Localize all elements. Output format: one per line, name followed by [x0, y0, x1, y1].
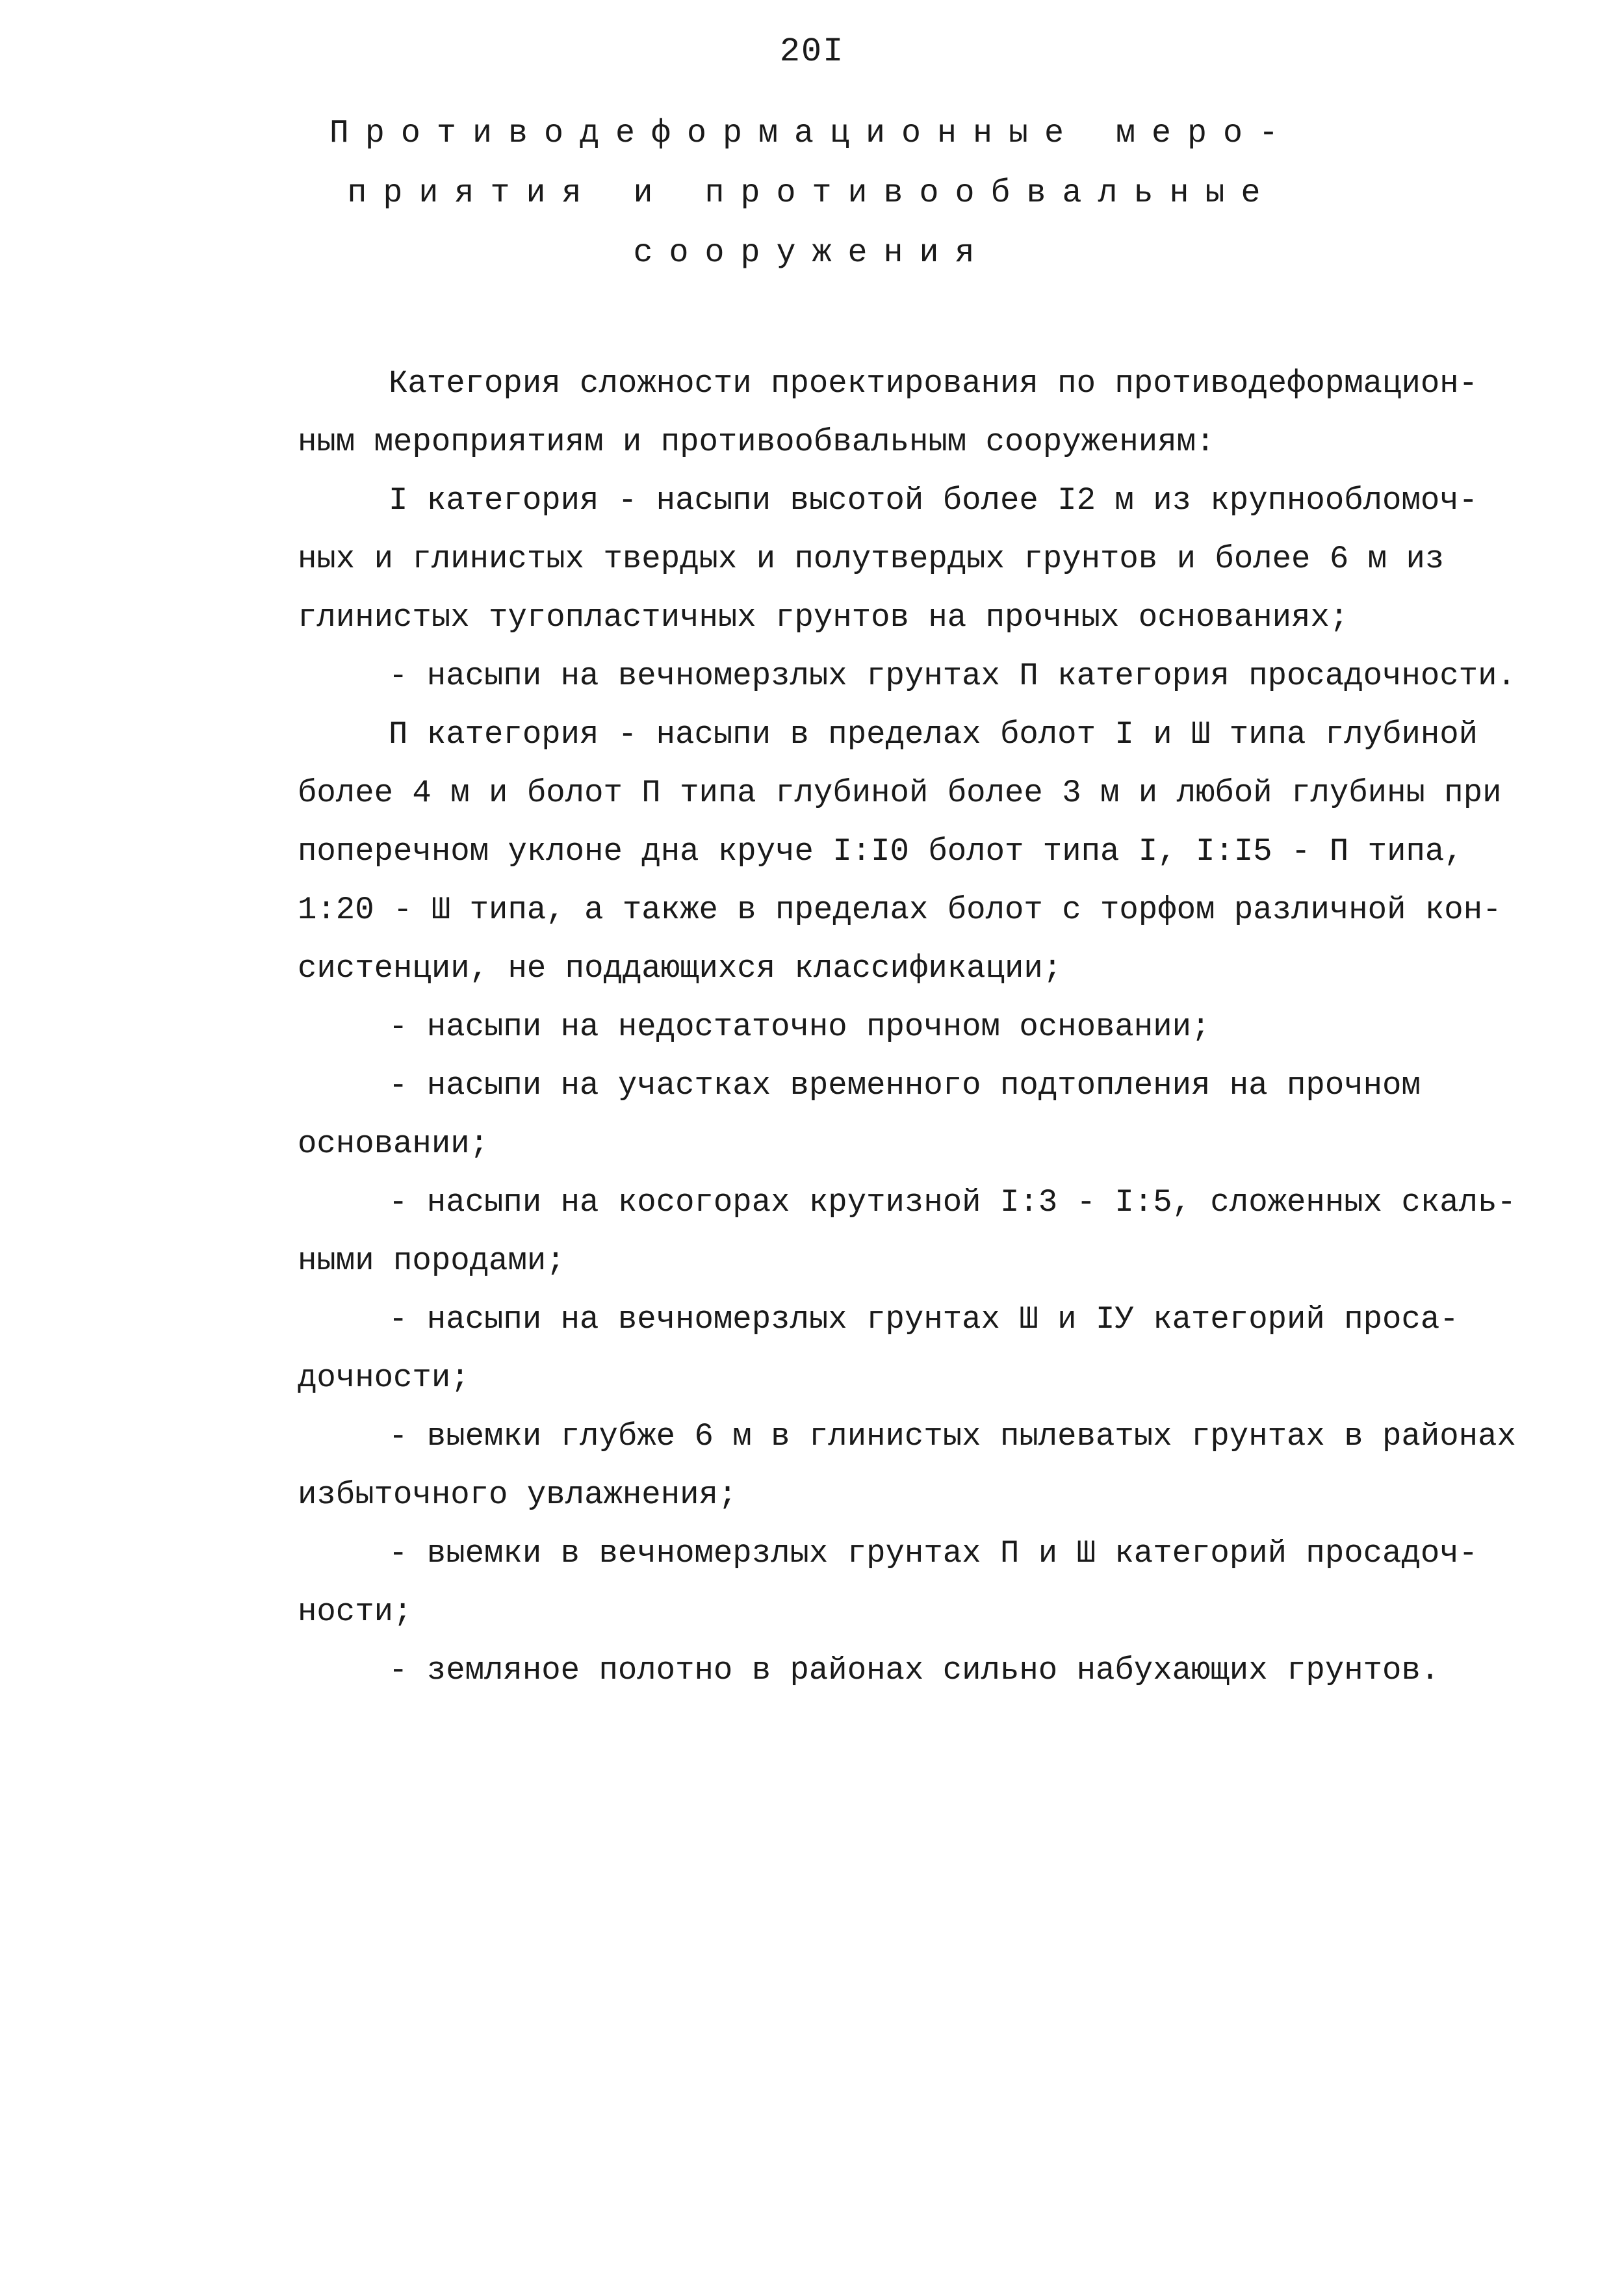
body-line: избыточного увлажнения; — [298, 1477, 738, 1513]
body-line: дочности; — [298, 1360, 470, 1396]
body-line: более 4 м и болот П типа глубиной более 3 м и любой глубины при — [298, 775, 1502, 811]
body-line: Категория сложности проектирования по противодеформацион- — [389, 365, 1478, 402]
body-line: глинистых тугопластичных грунтов на прочных основаниях; — [298, 599, 1349, 636]
body-line: - земляное полотно в районах сильно набухающих грунтов. — [389, 1652, 1440, 1688]
body-line: поперечном уклоне дна круче I:I0 болот типа I, I:I5 - П типа, — [298, 833, 1463, 870]
body-line: - насыпи на вечномерзлых грунтах Ш и IУ категорий проса- — [389, 1301, 1459, 1337]
body-line: - насыпи на участках временного подтопления на прочном — [389, 1067, 1421, 1104]
body-line: основании; — [298, 1126, 489, 1162]
title-line: сооружения — [633, 235, 991, 272]
body-line: I категория - насыпи высотой более I2 м из крупнообломоч- — [389, 482, 1478, 519]
body-line: ности; — [298, 1594, 413, 1630]
page-number: 20I — [779, 32, 845, 71]
title-line: приятия и противообвальные — [347, 175, 1277, 212]
body-line: ных и глинистых твердых и полутвердых грунтов и более 6 м из — [298, 541, 1445, 577]
body-line: - выемки в вечномерзлых грунтах П и Ш категорий просадоч- — [389, 1535, 1478, 1571]
body-line: 1:20 - Ш типа, а также в пределах болот с торфом различной кон- — [298, 892, 1502, 928]
body-line: П категория - насыпи в пределах болот I и Ш типа глубиной — [389, 716, 1478, 753]
body-line: ными породами; — [298, 1243, 565, 1279]
body-line: - выемки глубже 6 м в глинистых пылеватых грунтах в районах — [389, 1418, 1516, 1454]
body-line: систенции, не поддающихся классификации; — [298, 950, 1063, 987]
body-line: - насыпи на недостаточно прочном основании; — [389, 1009, 1211, 1045]
section-title — [0, 104, 1624, 283]
body-line: - насыпи на косогорах крутизной I:3 - I:5, сложенных скаль- — [389, 1184, 1516, 1221]
body-text — [298, 354, 1516, 1699]
body-line: ным мероприятиям и противообвальным сооружениям: — [298, 424, 1215, 460]
body-line: - насыпи на вечномерзлых грунтах П категория просадочности. — [389, 658, 1516, 694]
title-line: Противодеформационные меро- — [329, 115, 1295, 152]
